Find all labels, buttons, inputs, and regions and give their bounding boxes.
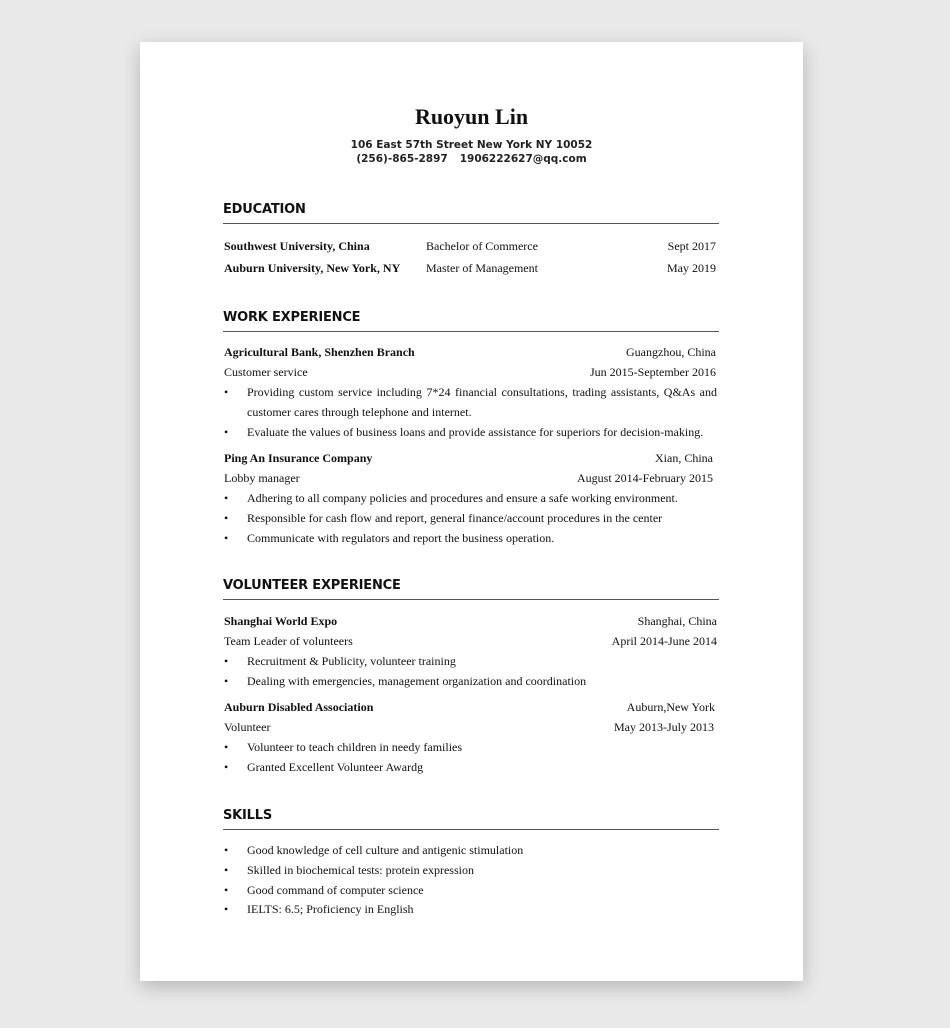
bullet-icon: • bbox=[224, 491, 229, 505]
bullet-text: Adhering to all company policies and procedures and ensure a safe working environment. bbox=[247, 491, 678, 505]
contact-email: 1906222627@qq.com bbox=[459, 153, 587, 165]
job-role: Volunteer bbox=[224, 720, 271, 734]
bullet-icon: • bbox=[224, 654, 229, 668]
job-dates: Jun 2015-September 2016 bbox=[590, 365, 716, 379]
skills-heading: SKILLS bbox=[223, 808, 719, 830]
bullet-text: Communicate with regulators and report the business operation. bbox=[247, 531, 555, 545]
education-date: May 2019 bbox=[667, 261, 716, 275]
bullet-icon: • bbox=[224, 760, 229, 774]
education-heading: EDUCATION bbox=[223, 202, 719, 224]
job-header bbox=[224, 450, 713, 466]
contact-phone: (256)-865-2897 bbox=[356, 153, 448, 165]
job-location: Shanghai, China bbox=[637, 614, 717, 628]
skill-text: Good knowledge of cell culture and antigenic stimulation bbox=[247, 843, 524, 857]
resume-page bbox=[140, 42, 803, 981]
education-degree: Master of Management bbox=[426, 261, 538, 275]
job-header bbox=[224, 344, 716, 360]
bullet-icon: • bbox=[224, 531, 229, 545]
job-role: Lobby manager bbox=[224, 471, 300, 485]
education-date: Sept 2017 bbox=[667, 239, 716, 253]
job-location: Auburn,New York bbox=[626, 700, 715, 714]
bullet-icon: • bbox=[224, 902, 229, 916]
skill-text: Skilled in biochemical tests: protein expression bbox=[247, 863, 474, 877]
education-row bbox=[224, 260, 716, 276]
bullet-item bbox=[224, 382, 717, 422]
job-header bbox=[224, 699, 715, 715]
job-location: Guangzhou, China bbox=[626, 345, 716, 359]
job-role-row bbox=[224, 719, 714, 735]
job-role-row bbox=[224, 470, 713, 486]
bullet-icon: • bbox=[224, 385, 229, 399]
job-org: Ping An Insurance Company bbox=[224, 451, 373, 465]
bullet-text: Evaluate the values of business loans and provide assistance for superiors for decision-making. bbox=[247, 425, 704, 439]
bullet-icon: • bbox=[224, 863, 229, 877]
education-school: Southwest University, China bbox=[224, 239, 370, 253]
bullet-icon: • bbox=[224, 843, 229, 857]
bullet-text: Providing custom service including 7*24 financial consultations, trading assistants, Q&As and customer cares through telephone and internet. bbox=[247, 385, 717, 419]
job-role-row bbox=[224, 633, 717, 649]
job-header bbox=[224, 613, 717, 629]
job-dates: April 2014-June 2014 bbox=[611, 634, 717, 648]
job-location: Xian, China bbox=[655, 451, 713, 465]
candidate-name: Ruoyun Lin bbox=[414, 104, 529, 129]
volunteer-heading: VOLUNTEER EXPERIENCE bbox=[223, 578, 719, 600]
job-role-row bbox=[224, 364, 716, 380]
bullet-icon: • bbox=[224, 425, 229, 439]
skill-text: IELTS: 6.5; Proficiency in English bbox=[247, 902, 414, 916]
job-org: Shanghai World Expo bbox=[224, 614, 338, 628]
job-org: Agricultural Bank, Shenzhen Branch bbox=[224, 345, 415, 359]
bullet-text: Granted Excellent Volunteer Awardg bbox=[247, 760, 424, 774]
work-heading: WORK EXPERIENCE bbox=[223, 310, 719, 332]
bullet-icon: • bbox=[224, 674, 229, 688]
skill-text: Good command of computer science bbox=[247, 883, 424, 897]
bullet-icon: • bbox=[224, 511, 229, 525]
bullet-text: Recruitment & Publicity, volunteer training bbox=[247, 654, 456, 668]
bullet-text: Volunteer to teach children in needy families bbox=[247, 740, 463, 754]
education-row bbox=[224, 238, 716, 254]
education-degree: Bachelor of Commerce bbox=[426, 239, 538, 253]
job-org: Auburn Disabled Association bbox=[224, 700, 374, 714]
bullet-text: Responsible for cash flow and report, general finance/account procedures in the center bbox=[247, 511, 663, 525]
job-role: Customer service bbox=[224, 365, 308, 379]
bullet-icon: • bbox=[224, 883, 229, 897]
job-role: Team Leader of volunteers bbox=[224, 634, 353, 648]
contact-address: 106 East 57th Street New York NY 10052 bbox=[350, 139, 593, 151]
bullet-icon: • bbox=[224, 740, 229, 754]
contact-line bbox=[140, 153, 803, 165]
bullet-text: Dealing with emergencies, management organization and coordination bbox=[247, 674, 587, 688]
job-dates: May 2013-July 2013 bbox=[614, 720, 714, 734]
job-dates: August 2014-February 2015 bbox=[577, 471, 713, 485]
education-school: Auburn University, New York, NY bbox=[224, 261, 401, 275]
